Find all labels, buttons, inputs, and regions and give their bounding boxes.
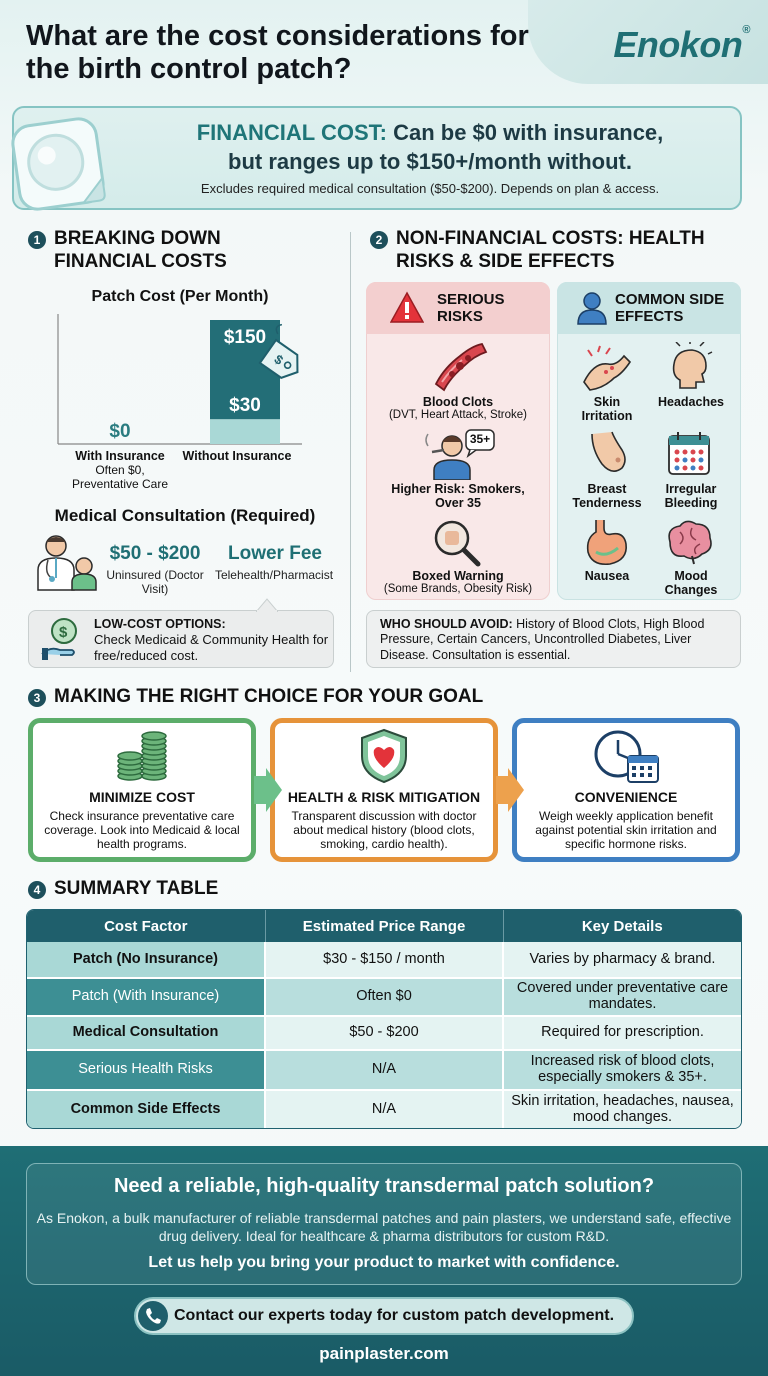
banner-label: FINANCIAL COST:: [196, 120, 387, 145]
registered-mark: ®: [742, 24, 750, 36]
banner-note: Excludes required medical consultation ($50-$200). Depends on plan & access.: [200, 181, 660, 196]
shield-heart-icon: [358, 728, 410, 784]
uninsured-consult-price: $50 - $200: [109, 543, 201, 564]
table-cell: $50 - $200: [265, 1016, 503, 1050]
svg-text:$: $: [271, 351, 287, 368]
goal-convenience-title: CONVENIENCE: [574, 789, 678, 805]
calendar-icon: [666, 430, 712, 478]
money-hand-icon: [40, 616, 84, 662]
website-link[interactable]: painplaster.com: [319, 1344, 449, 1363]
warning-triangle-icon: [390, 291, 424, 325]
side-headaches-label: Headaches: [657, 395, 724, 409]
uninsured-consult-note: Uninsured (Doctor Visit): [106, 568, 204, 597]
table-header-cell: Key Details: [503, 910, 741, 942]
table-cell: Increased risk of blood clots, especially smokers & 35+.: [503, 1050, 741, 1090]
blood-vessel-icon: [430, 338, 488, 392]
section1-number: 1: [28, 231, 46, 249]
section4-title: SUMMARY TABLE: [54, 878, 219, 899]
x-tick-note: Preventative Care: [71, 477, 169, 491]
risk-boxed-warning-sub: (Some Brands, Obesity Risk): [383, 583, 533, 595]
patch-cost-chart: [40, 310, 340, 496]
age-badge: 35+: [469, 432, 491, 446]
table-cell: N/A: [265, 1090, 503, 1129]
side-irregular-bleeding-label: Irregular Bleeding: [664, 482, 718, 511]
table-row: [27, 1016, 741, 1050]
side-nausea-label: Nausea: [584, 569, 630, 583]
table-cell: Varies by pharmacy & brand.: [503, 942, 741, 978]
callout-pointer: [256, 598, 278, 612]
section3-title: MAKING THE RIGHT CHOICE FOR YOUR GOAL: [54, 686, 484, 707]
section4-number: 4: [28, 881, 46, 899]
lower-fee-note: Telehealth/Pharmacist: [214, 568, 334, 582]
table-cell: Skin irritation, headaches, nausea, mood changes.: [503, 1090, 741, 1129]
footer-title: Need a reliable, high-quality transdermal patch solution?: [113, 1175, 655, 1197]
header: [0, 0, 768, 105]
headache-icon: [666, 342, 714, 392]
page-title: What are the cost considerations for the birth control patch?: [26, 20, 529, 86]
x-tick-note: Often $0,: [95, 463, 145, 477]
table-header-cell: Cost Factor: [27, 910, 265, 942]
goal-minimize-cost-text: Check insurance preventative care coverage. Look into Medicaid & local health programs.: [44, 809, 240, 852]
brand-name: Enokon: [613, 24, 743, 65]
contact-button-label[interactable]: Contact our experts today for custom patch development.: [174, 1307, 615, 1324]
table-header-cell: Estimated Price Range: [265, 910, 503, 942]
side-mood-changes-label: Mood Changes: [664, 569, 718, 598]
column-divider: [350, 232, 351, 672]
goal-minimize-cost-title: MINIMIZE COST: [89, 789, 195, 805]
coins-icon: [114, 728, 170, 784]
table-row: [27, 1090, 741, 1129]
phone-icon: [137, 1300, 169, 1332]
side-breast-tenderness-label: Breast Tenderness: [572, 482, 642, 511]
risk-higher-risk-label: Higher Risk: Smokers, Over 35: [391, 482, 525, 511]
data-label: $0: [109, 421, 131, 442]
brand-logo: [613, 24, 750, 66]
table-cell: Patch (No Insurance): [27, 942, 265, 978]
who-should-avoid-text: [380, 617, 734, 663]
x-tick-label: With Insurance: [75, 449, 165, 463]
doctor-patient-icon: [34, 534, 100, 592]
banner-line1-text: Can be $0 with insurance,: [393, 120, 664, 145]
goal-convenience-text: Weigh weekly application benefit against potential skin irritation and specific hormone risks.: [535, 809, 717, 852]
goal-health-risk-title: HEALTH & RISK MITIGATION: [287, 789, 481, 805]
table-cell: Often $0: [265, 978, 503, 1016]
magnifier-icon: [430, 518, 484, 568]
risk-blood-clots-label: Blood Clots: [422, 395, 494, 409]
footer-cta-text: Let us help you bring your product to market with confidence.: [148, 1254, 620, 1271]
skin-irritation-icon: [580, 342, 634, 392]
svg-text:$: $: [59, 624, 68, 641]
footer-text: As Enokon, a bulk manufacturer of reliable transdermal patches and pain plasters, we understand safe, effective drug delivery. Ideal for healthcare & pharma distributors for custom R&D.: [36, 1210, 732, 1244]
chart-title: Patch Cost (Per Month): [91, 288, 269, 305]
low-cost-title: LOW-COST OPTIONS:: [94, 617, 226, 631]
table-row: [27, 942, 741, 978]
section2-heading: [370, 228, 750, 274]
risk-blood-clots-sub: (DVT, Heart Attack, Stroke): [388, 409, 528, 421]
brain-icon: [662, 518, 716, 566]
table-row: [27, 978, 741, 1016]
table-cell: Covered under preventative care mandates.: [503, 978, 741, 1016]
x-tick-label: Without Insurance: [182, 449, 292, 463]
patch-icon: [2, 108, 115, 221]
table-cell: Medical Consultation: [27, 1016, 265, 1050]
lower-fee-label: Lower Fee: [228, 543, 322, 564]
data-label: $30: [229, 395, 261, 416]
side-effects-title: COMMON SIDE EFFECTS: [615, 291, 725, 325]
section2-number: 2: [370, 231, 388, 249]
serious-risks-title: SERIOUS RISKS: [437, 291, 505, 325]
table-cell: Required for prescription.: [503, 1016, 741, 1050]
summary-table: [26, 909, 742, 1129]
risk-boxed-warning-label: Boxed Warning: [412, 569, 504, 583]
section2-title: NON-FINANCIAL COSTS: HEALTH RISKS & SIDE EFFECTS: [396, 228, 705, 272]
medical-consultation-title: Medical Consultation (Required): [54, 506, 316, 525]
data-label: $150: [223, 327, 267, 348]
table-cell: $30 - $150 / month: [265, 942, 503, 978]
table-header-row: [27, 910, 741, 942]
section4-heading: [28, 878, 428, 901]
bar-lower-segment: [210, 419, 280, 444]
side-skin-irritation-label: Skin Irritation: [581, 395, 633, 424]
breast-icon: [582, 430, 632, 480]
table-cell: Common Side Effects: [27, 1090, 265, 1129]
table-row: [27, 1050, 741, 1090]
table-cell: N/A: [265, 1050, 503, 1090]
section3-number: 3: [28, 689, 46, 707]
stomach-icon: [582, 518, 632, 568]
banner-headline-line1: [130, 120, 730, 146]
banner-headline-line2: but ranges up to $150+/month without.: [228, 149, 632, 174]
avoid-title: WHO SHOULD AVOID:: [380, 617, 513, 631]
section1-heading: [28, 228, 328, 274]
person-icon: [575, 291, 609, 325]
table-cell: Serious Health Risks: [27, 1050, 265, 1090]
avoid-body: History of Blood Clots, High Blood Pressure, Certain Cancers, Uncontrolled Diabetes, Liver Disease. Consultation is essential.: [380, 617, 705, 662]
section3-heading: [28, 686, 728, 709]
table-cell: Patch (With Insurance): [27, 978, 265, 1016]
goal-health-risk-text: Transparent discussion with doctor about medical history (blood clots, smoking, cardio health).: [291, 809, 477, 852]
low-cost-text: Check Medicaid & Community Health for free/reduced cost.: [94, 632, 329, 663]
clock-calendar-icon: [594, 728, 660, 784]
section1-title: BREAKING DOWN FINANCIAL COSTS: [54, 228, 227, 272]
